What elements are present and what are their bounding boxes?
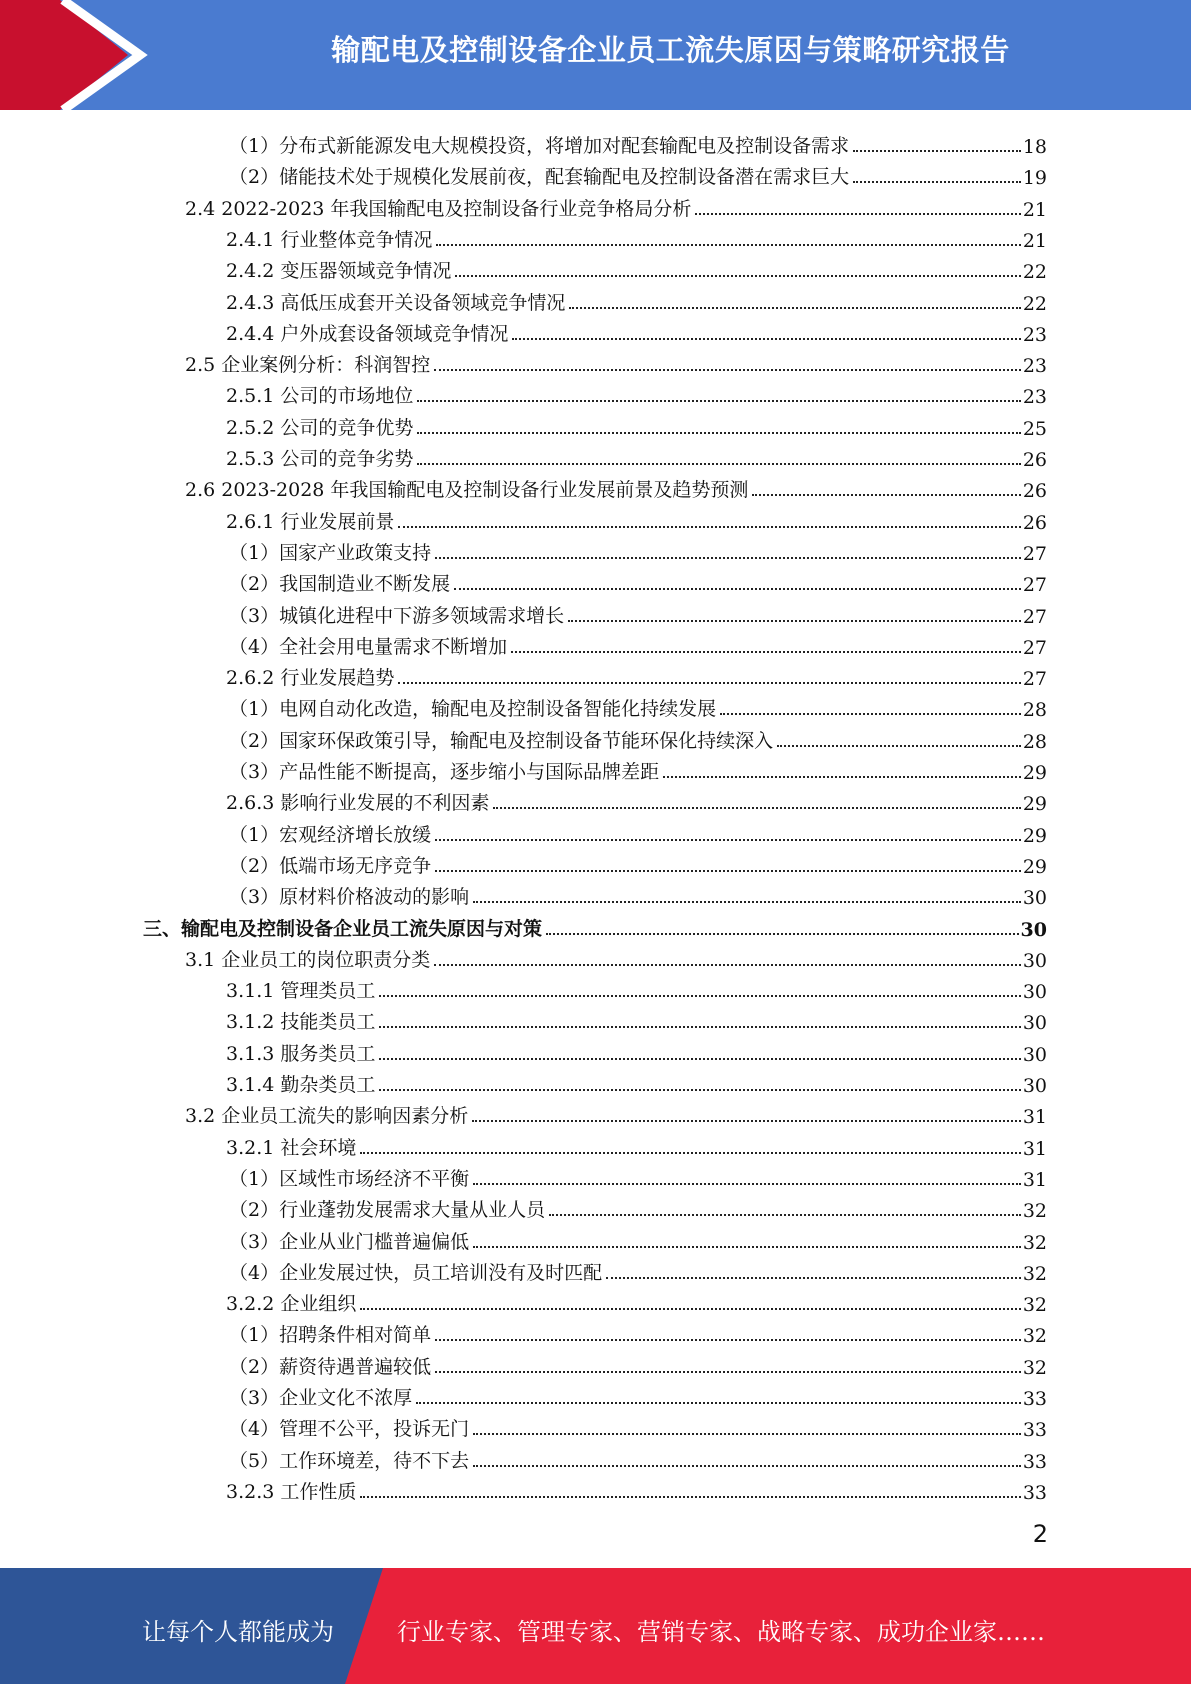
- toc-dot-leader: [549, 1214, 1021, 1216]
- toc-entry-title: 2.5.3 公司的竞争劣势: [226, 448, 414, 470]
- footer-slogan-right: 行业专家、管理专家、营销专家、战略专家、成功企业家……: [397, 1618, 1045, 1646]
- toc-entry-title: 3.1.1 管理类员工: [226, 980, 376, 1003]
- toc-entry[interactable]: [229, 722, 1047, 753]
- toc-dot-leader: [398, 682, 1020, 684]
- toc-entry[interactable]: [229, 1160, 1047, 1191]
- toc-entry-title: 2.5.2 公司的竞争优势: [226, 416, 414, 439]
- toc-entry-title: （3）原材料价格波动的影响: [229, 886, 470, 909]
- toc-entry-title: （5）工作环境差，待不下去: [229, 1449, 470, 1472]
- toc-dot-leader: [777, 745, 1021, 747]
- page-footer: [0, 1568, 1191, 1684]
- toc-dot-leader: [435, 557, 1021, 559]
- toc-entry[interactable]: [226, 377, 1047, 408]
- toc-dot-leader: [360, 1308, 1020, 1310]
- toc-dot-leader: [511, 651, 1021, 653]
- toc-entry-page: 29: [1022, 855, 1047, 878]
- toc-entry[interactable]: [229, 1442, 1047, 1473]
- toc-entry[interactable]: [229, 1379, 1047, 1410]
- toc-entry[interactable]: [229, 565, 1047, 596]
- toc-entry-title: （3）城镇化进程中下游多领域需求增长: [229, 604, 565, 627]
- toc-entry-title: 2.4.4 户外成套设备领域竞争情况: [226, 322, 509, 345]
- toc-entry-page: 30: [1020, 918, 1047, 941]
- toc-entry-title: （2）低端市场无序竞争: [229, 854, 432, 877]
- toc-entry-title: （1）区域性市场经济不平衡: [229, 1167, 470, 1190]
- toc-entry[interactable]: [226, 284, 1047, 315]
- toc-entry[interactable]: [226, 503, 1047, 534]
- toc-entry-page: 29: [1022, 793, 1047, 816]
- toc-entry-page: 30: [1022, 887, 1047, 910]
- toc-entry[interactable]: [226, 315, 1047, 346]
- toc-entry-page: 19: [1022, 167, 1047, 190]
- toc-dot-leader: [434, 369, 1021, 371]
- toc-dot-leader: [473, 1465, 1021, 1467]
- toc-dot-leader: [379, 1026, 1020, 1028]
- toc-entry-page: 27: [1022, 605, 1047, 628]
- toc-entry-title: 3.1.2 技能类员工: [226, 1011, 376, 1034]
- toc-entry-page: 26: [1022, 449, 1047, 471]
- toc-entry-title: （1）电网自动化改造，输配电及控制设备智能化持续发展: [229, 698, 717, 721]
- toc-dot-leader: [546, 933, 1019, 935]
- toc-dot-leader: [436, 244, 1020, 246]
- toc-dot-leader: [472, 1120, 1021, 1122]
- toc-entry-page: 32: [1022, 1325, 1047, 1348]
- toc-entry[interactable]: [229, 816, 1047, 847]
- toc-dot-leader: [569, 307, 1020, 309]
- toc-entry-page: 27: [1022, 668, 1047, 691]
- toc-dot-leader: [417, 400, 1020, 402]
- toc-entry-title: （2）储能技术处于规模化发展前夜，配套输配电及控制设备潜在需求巨大: [229, 166, 850, 189]
- toc-dot-leader: [695, 213, 1020, 215]
- toc-entry-page: 28: [1022, 699, 1047, 722]
- toc-entry-title: 3.2.3 工作性质: [226, 1480, 357, 1503]
- toc-dot-leader: [512, 338, 1020, 340]
- toc-dot-leader: [416, 1402, 1021, 1404]
- toc-entry-page: 30: [1022, 1043, 1047, 1066]
- toc-dot-leader: [853, 181, 1021, 183]
- toc-entry-page: 32: [1022, 1200, 1047, 1223]
- toc-dot-leader: [473, 1246, 1021, 1248]
- toc-entry[interactable]: [185, 471, 1047, 502]
- toc-entry-page: 29: [1022, 824, 1047, 847]
- toc-entry-page: 30: [1022, 1075, 1047, 1097]
- toc-entry-title: 2.4.1 行业整体竞争情况: [226, 228, 433, 251]
- toc-entry-page: 22: [1022, 292, 1047, 315]
- toc-entry-title: （2）我国制造业不断发展: [229, 573, 451, 596]
- toc-entry[interactable]: [185, 346, 1047, 377]
- toc-entry-page: 31: [1022, 1106, 1047, 1129]
- toc-entry[interactable]: [185, 1097, 1047, 1128]
- toc-entry-title: 3.1 企业员工的岗位职责分类: [185, 948, 431, 971]
- toc-entry-title: 2.4.2 变压器领域竞争情况: [226, 260, 452, 283]
- toc-entry-page: 31: [1022, 1137, 1047, 1160]
- toc-entry-title: 2.6 2023-2028 年我国输配电及控制设备行业发展前景及趋势预测: [185, 479, 749, 502]
- toc-entry-page: 23: [1022, 323, 1047, 346]
- toc-dot-leader: [473, 901, 1021, 903]
- toc-entry-title: 2.4.3 高低压成套开关设备领域竞争情况: [226, 291, 566, 314]
- toc-entry[interactable]: [185, 190, 1047, 221]
- footer-slogan-left: 让每个人都能成为: [142, 1618, 334, 1646]
- toc-entry-page: 29: [1022, 762, 1047, 784]
- toc-entry-page: 33: [1022, 1388, 1047, 1410]
- toc-entry[interactable]: [229, 690, 1047, 721]
- toc-entry[interactable]: [229, 1316, 1047, 1347]
- toc-dot-leader: [606, 1277, 1021, 1279]
- toc-entry-title: （1）招聘条件相对简单: [229, 1324, 432, 1347]
- toc-entry[interactable]: [226, 659, 1047, 690]
- toc-entry[interactable]: [226, 440, 1047, 471]
- toc-dot-leader: [360, 1496, 1020, 1498]
- toc-entry-title: 2.5 企业案例分析：科润智控: [185, 354, 431, 377]
- toc-entry-page: 26: [1022, 480, 1047, 503]
- toc-entry[interactable]: [226, 1129, 1047, 1160]
- toc-dot-leader: [473, 1183, 1021, 1185]
- toc-dot-leader: [417, 463, 1020, 465]
- toc-dot-leader: [853, 150, 1021, 152]
- toc-entry-title: （3）产品性能不断提高，逐步缩小与国际品牌差距: [229, 761, 660, 783]
- toc-entry-page: 27: [1022, 542, 1047, 565]
- toc-entry[interactable]: [226, 972, 1047, 1003]
- toc-dot-leader: [417, 432, 1020, 434]
- toc-entry-title: （3）企业文化不浓厚: [229, 1387, 413, 1409]
- toc-entry-page: 33: [1022, 1481, 1047, 1504]
- toc-entry[interactable]: [229, 878, 1047, 909]
- toc-dot-leader: [493, 807, 1020, 809]
- toc-dot-leader: [379, 1089, 1020, 1091]
- toc-entry[interactable]: [229, 1410, 1047, 1441]
- toc-entry-page: 23: [1022, 355, 1047, 378]
- toc-dot-leader: [435, 870, 1021, 872]
- toc-dot-leader: [454, 588, 1021, 590]
- toc-entry[interactable]: [226, 221, 1047, 252]
- toc-entry-title: （1）国家产业政策支持: [229, 541, 432, 564]
- toc-dot-leader: [473, 1433, 1021, 1435]
- toc-entry[interactable]: [229, 753, 1047, 784]
- toc-entry-title: 3.2.1 社会环境: [226, 1136, 357, 1159]
- toc-dot-leader: [455, 275, 1020, 277]
- toc-entry-page: 31: [1022, 1168, 1047, 1191]
- header-red-arrow: [0, 0, 128, 110]
- toc-dot-leader: [434, 964, 1021, 966]
- toc-dot-leader: [663, 776, 1021, 778]
- toc-entry[interactable]: [226, 1003, 1047, 1034]
- toc-entry-page: 27: [1022, 574, 1047, 597]
- report-title: 输配电及控制设备企业员工流失原因与策略研究报告: [331, 33, 1010, 67]
- page-number: 2: [1032, 1520, 1048, 1548]
- toc-entry-page: 32: [1022, 1262, 1047, 1285]
- toc-entry[interactable]: [229, 1348, 1047, 1379]
- toc-dot-leader: [398, 526, 1020, 528]
- toc-entry[interactable]: [229, 127, 1047, 158]
- toc-entry-title: 3.2.2 企业组织: [226, 1293, 357, 1316]
- toc-entry[interactable]: [226, 1066, 1047, 1097]
- toc-entry[interactable]: [226, 1473, 1047, 1504]
- toc-entry-title: 2.4 2022-2023 年我国输配电及控制设备行业竞争格局分析: [185, 197, 692, 220]
- toc-entry-title: 3.1.3 服务类员工: [226, 1042, 376, 1065]
- toc-entry-title: （4）管理不公平，投诉无门: [229, 1418, 470, 1441]
- toc-entry-page: 32: [1022, 1231, 1047, 1254]
- toc-dot-leader: [360, 1152, 1020, 1154]
- toc-entry[interactable]: [226, 1285, 1047, 1316]
- toc-dot-leader: [568, 620, 1021, 622]
- toc-entry-page: 30: [1022, 949, 1047, 972]
- toc-entry-page: 21: [1022, 229, 1047, 252]
- toc-dot-leader: [720, 713, 1021, 715]
- toc-entry-page: 32: [1022, 1294, 1047, 1317]
- toc-entry-title: （3）企业从业门槛普遍偏低: [229, 1230, 470, 1253]
- toc-entry-page: 22: [1022, 261, 1047, 284]
- toc-entry[interactable]: [229, 628, 1047, 659]
- toc-entry-title: 三、输配电及控制设备企业员工流失原因与对策: [143, 917, 543, 940]
- toc-entry-page: 27: [1022, 636, 1047, 659]
- toc-entry-page: 33: [1022, 1419, 1047, 1442]
- toc-entry-page: 28: [1022, 730, 1047, 753]
- toc-dot-leader: [435, 1339, 1021, 1341]
- page-header: [0, 0, 1191, 110]
- toc-entry[interactable]: [229, 1191, 1047, 1222]
- toc-entry-page: 23: [1022, 386, 1047, 409]
- toc-entry[interactable]: [226, 252, 1047, 283]
- toc-entry[interactable]: [226, 784, 1047, 815]
- toc-entry-title: 2.5.1 公司的市场地位: [226, 385, 414, 408]
- toc-dot-leader: [435, 839, 1021, 841]
- toc-entry-title: （2）行业蓬勃发展需求大量从业人员: [229, 1199, 546, 1222]
- toc-entry[interactable]: [229, 1223, 1047, 1254]
- toc-entry-title: 2.6.1 行业发展前景: [226, 510, 395, 533]
- toc-entry-page: 30: [1022, 1012, 1047, 1035]
- toc-entry-title: （1）宏观经济增长放缓: [229, 823, 432, 846]
- toc-entry[interactable]: [226, 409, 1047, 440]
- toc-entry-title: 2.6.3 影响行业发展的不利因素: [226, 792, 490, 815]
- toc-dot-leader: [435, 1371, 1021, 1373]
- toc-entry-page: 26: [1022, 511, 1047, 534]
- toc-entry[interactable]: [143, 910, 1047, 941]
- toc-entry-title: （1）分布式新能源发电大规模投资，将增加对配套输配电及控制设备需求: [229, 135, 850, 157]
- toc-entry-title: 2.6.2 行业发展趋势: [226, 667, 395, 690]
- toc-entry-title: 3.2 企业员工流失的影响因素分析: [185, 1105, 469, 1128]
- toc-entry[interactable]: [226, 1035, 1047, 1066]
- toc-entry[interactable]: [229, 1254, 1047, 1285]
- toc-entry-page: 21: [1022, 198, 1047, 221]
- toc-entry-page: 18: [1022, 136, 1047, 158]
- toc-entry-title: （2）薪资待遇普遍较低: [229, 1355, 432, 1378]
- toc-dot-leader: [379, 1058, 1020, 1060]
- toc-entry[interactable]: [229, 534, 1047, 565]
- toc-entry-title: （2）国家环保政策引导，输配电及控制设备节能环保化持续深入: [229, 729, 774, 752]
- toc-entry-title: （4）企业发展过快，员工培训没有及时匹配: [229, 1261, 603, 1284]
- toc-entry[interactable]: [185, 941, 1047, 972]
- toc-dot-leader: [752, 494, 1020, 496]
- toc-entry-page: 30: [1022, 981, 1047, 1004]
- toc-entry[interactable]: [229, 847, 1047, 878]
- toc-entry-title: （4）全社会用电量需求不断增加: [229, 635, 508, 658]
- toc-entry[interactable]: [229, 158, 1047, 189]
- toc-entry-title: 3.1.4 勤杂类员工: [226, 1074, 376, 1096]
- toc-entry-page: 25: [1022, 417, 1047, 440]
- toc-entry-page: 33: [1022, 1450, 1047, 1473]
- toc-entry-page: 32: [1022, 1356, 1047, 1379]
- toc-dot-leader: [379, 995, 1020, 997]
- toc-entry[interactable]: [229, 597, 1047, 628]
